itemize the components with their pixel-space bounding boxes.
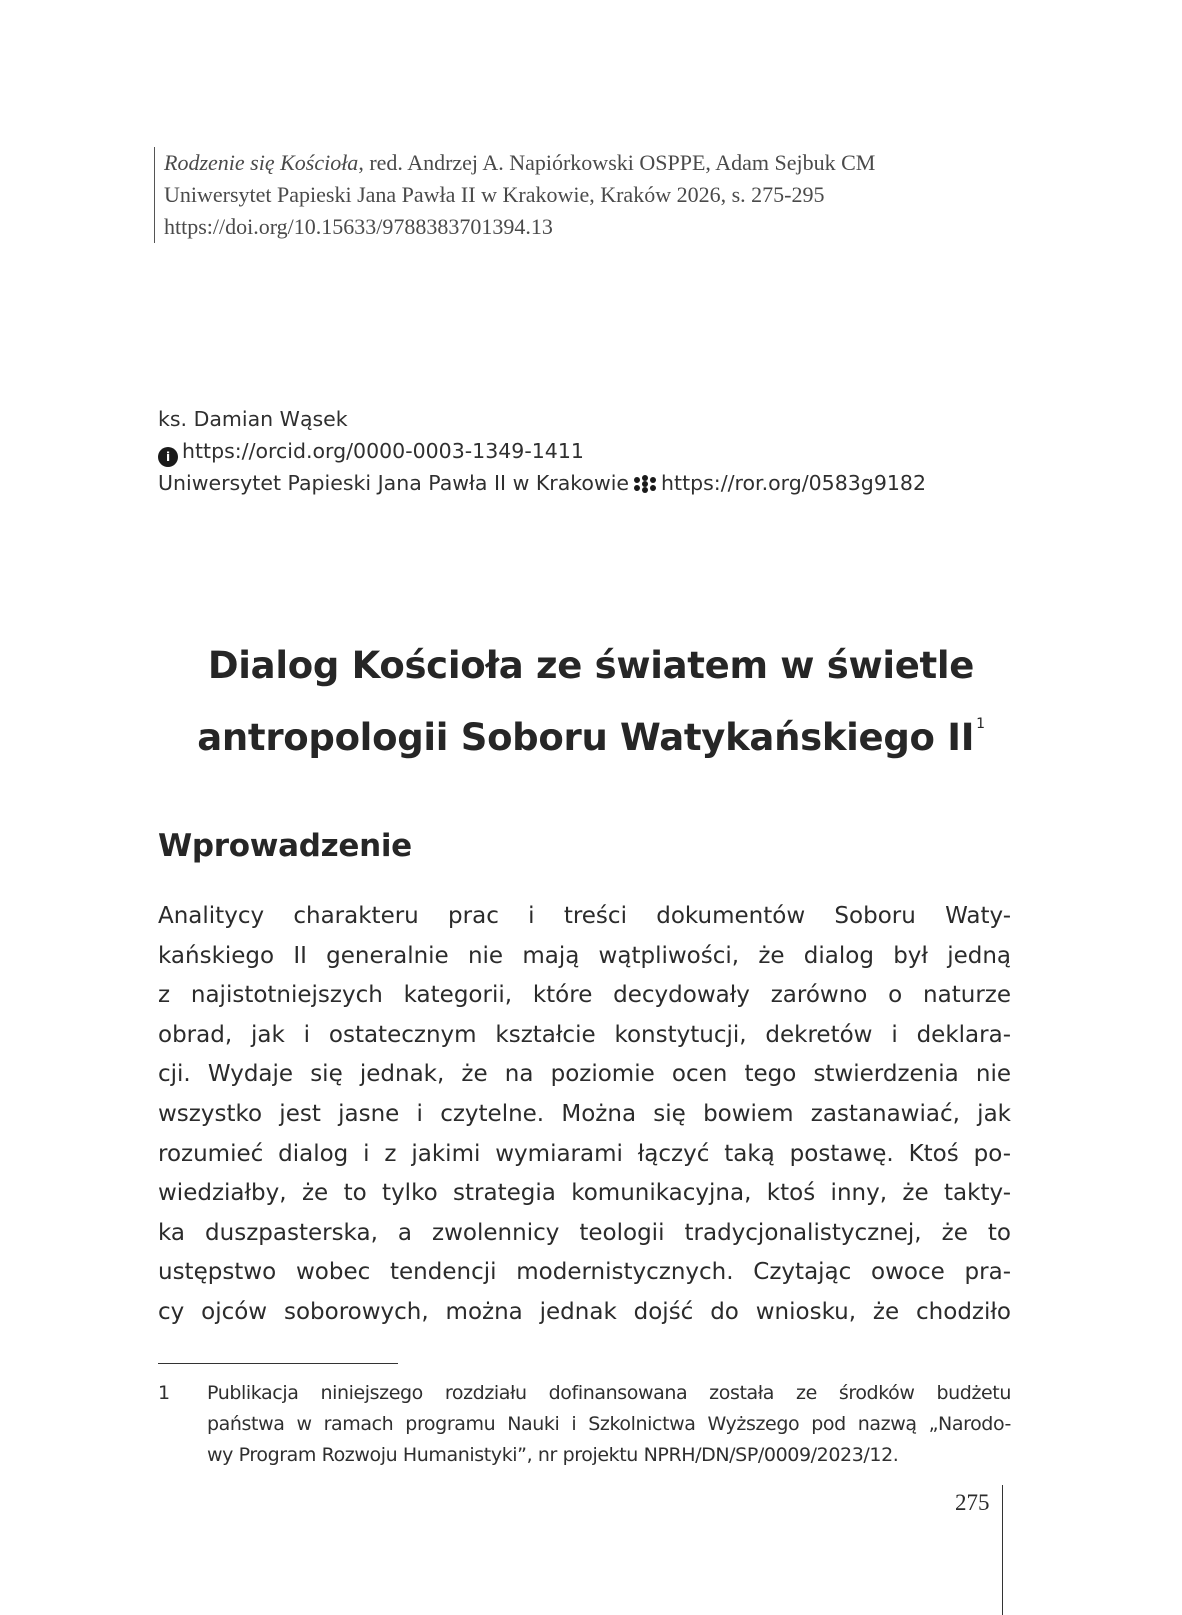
citation-line-2: Uniwersytet Papieski Jana Pawła II w Krakowie, Kraków 2026, s. 275-295: [164, 182, 825, 207]
title-footnote-mark[interactable]: 1: [976, 716, 985, 732]
paragraph-line: cy ojców soborowych, można jednak dojść do wniosku, że chodziło: [158, 1298, 1011, 1325]
author-name: ks. Damian Wąsek: [158, 407, 348, 431]
footnote-body: [207, 1378, 1011, 1471]
paragraph-line: rozumieć dialog i z jakimi wymiarami łączyć taką postawę. Ktoś po-: [158, 1140, 1011, 1167]
footnote-line: Publikacja niniejszego rozdziału dofinansowana została ze środków budżetu: [207, 1382, 1011, 1404]
chapter-title: [0, 637, 1182, 767]
book-title: Rodzenie się Kościoła: [164, 150, 359, 175]
body-paragraph: [158, 897, 1011, 1333]
affiliation: Uniwersytet Papieski Jana Pawła II w Krakowie: [158, 471, 630, 495]
title-line-2: [0, 695, 1182, 767]
orcid-row: [158, 435, 926, 467]
citation-block: [154, 147, 875, 243]
paragraph-line: ka duszpasterska, a zwolennicy teologii tradycjonalistycznej, że to: [158, 1219, 1011, 1246]
doi-link[interactable]: https://doi.org/10.15633/9788383701394.13: [164, 214, 553, 239]
footnote-separator: [158, 1363, 398, 1364]
footnote-number: 1: [158, 1382, 171, 1404]
footnote-line: państwa w ramach programu Nauki i Szkolnictwa Wyższego pod nazwą „Narodo-: [207, 1413, 1011, 1435]
title-line-2-text: antropologii Soboru Watykańskiego II: [197, 716, 975, 759]
footnote-line: wy Program Rozwoju Humanistyki”, nr projektu NPRH/DN/SP/0009/2023/12.: [207, 1444, 899, 1466]
citation-line-1: [164, 147, 875, 179]
page-number-rule: [1002, 1485, 1003, 1615]
ror-link[interactable]: https://ror.org/0583g9182: [661, 471, 926, 495]
citation-editors: , red. Andrzej A. Napiórkowski OSPPE, Adam Sejbuk CM: [358, 150, 876, 175]
ror-icon: [632, 474, 658, 494]
orcid-icon: i: [158, 447, 178, 467]
paragraph-line: wszystko jest jasne i czytelne. Można się bowiem zastanawiać, jak: [158, 1100, 1011, 1127]
orcid-link[interactable]: https://orcid.org/0000-0003-1349-1411: [182, 439, 584, 463]
title-line-1: Dialog Kościoła ze światem w świetle: [207, 644, 975, 687]
paragraph-line: wiedziałby, że to tylko strategia komunikacyjna, ktoś inny, że takty-: [158, 1180, 1011, 1207]
paragraph-line: z najistotniejszych kategorii, które decydowały zarówno o naturze: [158, 982, 1011, 1009]
paragraph-line: kańskiego II generalnie nie mają wątpliwości, że dialog był jedną: [158, 942, 1011, 969]
paragraph-line: Analitycy charakteru prac i treści dokumentów Soboru Waty-: [158, 903, 1011, 929]
section-heading: Wprowadzenie: [158, 828, 412, 864]
paragraph-line: ustępstwo wobec tendencji modernistycznych. Czytając owoce pra-: [158, 1259, 1011, 1286]
paragraph-line: cji. Wydaje się jednak, że na poziomie ocen tego stwierdzenia nie: [158, 1061, 1011, 1088]
author-block: [158, 403, 926, 499]
footnote: [158, 1378, 1011, 1471]
paragraph-line: obrad, jak i ostatecznym kształcie konstytucji, dekretów i deklara-: [158, 1021, 1011, 1048]
affiliation-row: [158, 467, 926, 499]
page-number: 275: [955, 1490, 990, 1515]
